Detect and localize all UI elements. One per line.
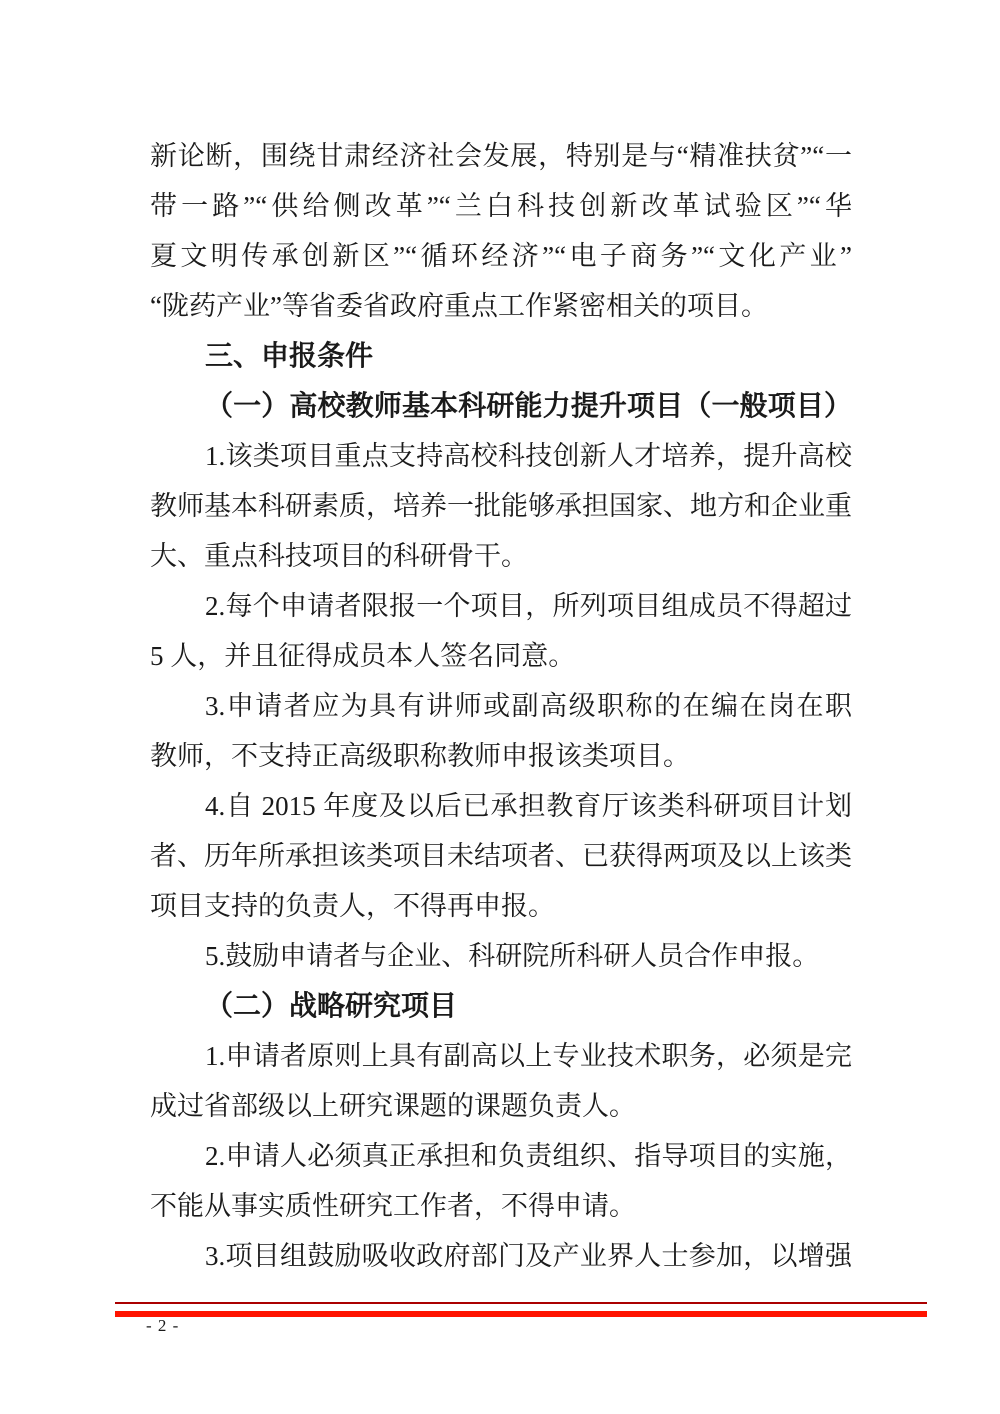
text-line: 1.申请者原则上具有副高以上专业技术职务，必须是完 <box>205 1041 852 1071</box>
footer-rule-thin <box>115 1302 927 1304</box>
text-line: 4.自 2015 年度及以后已承担教育厅该类科研项目计划 <box>205 791 852 821</box>
text-line: 者、历年所承担该类项目未结项者、已获得两项及以上该类 <box>150 841 852 871</box>
text-line: 项目支持的负责人，不得再申报。 <box>150 891 555 921</box>
text-line: 成过省部级以上研究课题的课题负责人。 <box>150 1091 636 1121</box>
text-line: 夏文明传承创新区”“循环经济”“电子商务”“文化产业” <box>150 241 852 271</box>
text-line: “陇药产业”等省委省政府重点工作紧密相关的项目。 <box>150 291 768 321</box>
text-line: 带一路”“供给侧改革”“兰白科技创新改革试验区”“华 <box>150 191 852 221</box>
text-line: 新论断，围绕甘肃经济社会发展，特别是与“精准扶贫”“一 <box>150 141 852 171</box>
text-line: （一）高校教师基本科研能力提升项目（一般项目） <box>205 390 852 421</box>
text-line: 三、申报条件 <box>205 340 374 371</box>
text-line: 大、重点科技项目的科研骨干。 <box>150 541 528 571</box>
text-line: 3.申请者应为具有讲师或副高级职称的在编在岗在职 <box>205 691 852 721</box>
text-line: 2.申请人必须真正承担和负责组织、指导项目的实施， <box>205 1141 852 1171</box>
text-line: 5 人，并且征得成员本人签名同意。 <box>150 641 576 671</box>
text-line: 1.该类项目重点支持高校科技创新人才培养，提升高校 <box>205 441 852 471</box>
text-line: 教师，不支持正高级职称教师申报该类项目。 <box>150 741 690 771</box>
text-line: 教师基本科研素质，培养一批能够承担国家、地方和企业重 <box>150 491 852 521</box>
text-line: 3.项目组鼓励吸收政府部门及产业界人士参加，以增强 <box>205 1241 852 1271</box>
text-line: 2.每个申请者限报一个项目，所列项目组成员不得超过 <box>205 591 852 621</box>
text-line: （二）战略研究项目 <box>205 990 458 1021</box>
footer-rule-thick <box>115 1311 927 1317</box>
page-number: - 2 - <box>146 1316 180 1335</box>
document-body <box>150 131 852 1281</box>
text-line: 5.鼓励申请者与企业、科研院所科研人员合作申报。 <box>205 941 820 971</box>
text-line: 不能从事实质性研究工作者，不得申请。 <box>150 1191 636 1221</box>
